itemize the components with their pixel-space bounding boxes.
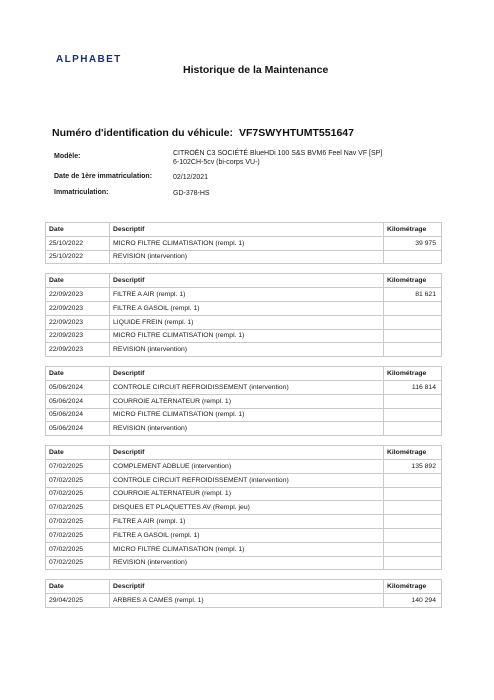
maintenance-table [45, 445, 442, 570]
maintenance-table [45, 579, 442, 608]
row-mileage [384, 515, 442, 529]
table-row [46, 288, 442, 302]
row-date: 22/09/2023 [46, 288, 110, 302]
row-mileage [384, 422, 442, 436]
row-description: MICRO FILTRE CLIMATISATION (rempl. 1) [110, 408, 384, 422]
first-registration-label: Date de 1ère immatriculation: [54, 173, 153, 180]
table-header-row [46, 367, 442, 381]
row-date: 25/10/2022 [46, 250, 110, 264]
row-mileage [384, 542, 442, 556]
row-description: LIQUIDE FREIN (rempl. 1) [110, 315, 384, 329]
row-mileage [384, 250, 442, 264]
table-row [46, 556, 442, 570]
row-date: 07/02/2025 [46, 556, 110, 570]
vehicle-info [54, 149, 403, 203]
column-header-description: Descriptif [110, 580, 384, 594]
column-header-mileage: Kilométrage [384, 367, 442, 381]
table-header-row [46, 580, 442, 594]
maintenance-table [45, 273, 442, 357]
table-row [46, 301, 442, 315]
row-mileage: 135 892 [384, 459, 442, 473]
row-date: 05/06/2024 [46, 408, 110, 422]
row-mileage [384, 556, 442, 570]
row-date: 07/02/2025 [46, 487, 110, 501]
row-description: DISQUES ET PLAQUETTES AV (Rempl. jeu) [110, 501, 384, 515]
row-description: COMPLEMENT ADBLUE (intervention) [110, 459, 384, 473]
registration-label: Immatriculation: [54, 189, 109, 196]
column-header-mileage: Kilométrage [384, 580, 442, 594]
row-date: 07/02/2025 [46, 501, 110, 515]
column-header-date: Date [46, 367, 110, 381]
table-row [46, 487, 442, 501]
registration-row [54, 189, 403, 203]
table-row [46, 250, 442, 264]
row-mileage [384, 301, 442, 315]
table-header-row [46, 446, 442, 460]
column-header-mileage: Kilométrage [384, 274, 442, 288]
row-mileage [384, 473, 442, 487]
row-mileage: 39 975 [384, 236, 442, 250]
column-header-mileage: Kilométrage [384, 223, 442, 237]
model-value [173, 149, 403, 173]
model-line-2: 6-102CH-5cv (bi-corps VU-) [173, 159, 260, 166]
row-description: FILTRE A AIR (rempl. 1) [110, 515, 384, 529]
row-description: MICRO FILTRE CLIMATISATION (rempl. 1) [110, 236, 384, 250]
row-description: REVISION (intervention) [110, 250, 384, 264]
row-description: REVISION (intervention) [110, 556, 384, 570]
column-header-date: Date [46, 223, 110, 237]
registration-value: GD-378-HS [173, 190, 210, 197]
row-description: MICRO FILTRE CLIMATISATION (rempl. 1) [110, 329, 384, 343]
row-mileage: 81 621 [384, 288, 442, 302]
first-registration-value: 02/12/2021 [173, 174, 209, 181]
column-header-date: Date [46, 446, 110, 460]
row-mileage [384, 343, 442, 357]
table-row [46, 528, 442, 542]
table-row [46, 594, 442, 608]
table-header-row [46, 274, 442, 288]
table-row [46, 542, 442, 556]
table-row [46, 408, 442, 422]
row-mileage [384, 394, 442, 408]
row-date: 05/06/2024 [46, 394, 110, 408]
row-date: 25/10/2022 [46, 236, 110, 250]
row-description: REVISION (intervention) [110, 343, 384, 357]
row-mileage [384, 501, 442, 515]
row-mileage [384, 487, 442, 501]
column-header-description: Descriptif [110, 274, 384, 288]
table-row [46, 343, 442, 357]
page-title: Historique de la Maintenance [183, 64, 329, 76]
column-header-description: Descriptif [110, 367, 384, 381]
table-row [46, 459, 442, 473]
table-row [46, 473, 442, 487]
row-description: MICRO FILTRE CLIMATISATION (rempl. 1) [110, 542, 384, 556]
row-date: 07/02/2025 [46, 542, 110, 556]
table-header-row [46, 223, 442, 237]
row-description: FILTRE A GASOIL (rempl. 1) [110, 301, 384, 315]
model-line-1: CITROËN C3 SOCIÉTÉ BlueHDi 100 S&S BVM6 Feel Nav VF [SP] [173, 150, 383, 157]
table-row [46, 422, 442, 436]
column-header-date: Date [46, 274, 110, 288]
table-row [46, 394, 442, 408]
maintenance-tables [45, 222, 441, 617]
row-date: 22/09/2023 [46, 343, 110, 357]
table-row [46, 380, 442, 394]
row-description: REVISION (intervention) [110, 422, 384, 436]
row-description: COURROIE ALTERNATEUR (rempl. 1) [110, 487, 384, 501]
row-date: 07/02/2025 [46, 515, 110, 529]
vin-heading [52, 127, 360, 139]
row-date: 05/06/2024 [46, 422, 110, 436]
maintenance-table [45, 366, 442, 436]
first-registration-row [54, 173, 403, 189]
vin-label: Numéro d'identification du véhicule: [52, 127, 234, 139]
company-logo: ALPHABET [56, 54, 122, 65]
row-mileage [384, 329, 442, 343]
table-row [46, 236, 442, 250]
row-date: 07/02/2025 [46, 528, 110, 542]
row-description: FILTRE A GASOIL (rempl. 1) [110, 528, 384, 542]
row-date: 07/02/2025 [46, 473, 110, 487]
table-row [46, 315, 442, 329]
row-mileage: 140 294 [384, 594, 442, 608]
row-description: ARBRES A CAMES (rempl. 1) [110, 594, 384, 608]
vin-value: VF7SWYHTUMT551647 [239, 127, 354, 139]
row-mileage [384, 408, 442, 422]
row-mileage [384, 315, 442, 329]
row-description: CONTROLE CIRCUIT REFROIDISSEMENT (intervention) [110, 473, 384, 487]
table-row [46, 329, 442, 343]
row-description: CONTROLE CIRCUIT REFROIDISSEMENT (intervention) [110, 380, 384, 394]
row-date: 07/02/2025 [46, 459, 110, 473]
row-date: 22/09/2023 [46, 301, 110, 315]
model-row [54, 149, 403, 173]
row-date: 05/06/2024 [46, 380, 110, 394]
column-header-description: Descriptif [110, 223, 384, 237]
row-date: 29/04/2025 [46, 594, 110, 608]
column-header-description: Descriptif [110, 446, 384, 460]
row-mileage: 116 814 [384, 380, 442, 394]
row-mileage [384, 528, 442, 542]
row-date: 22/09/2023 [46, 329, 110, 343]
row-description: COURROIE ALTERNATEUR (rempl. 1) [110, 394, 384, 408]
model-label: Modèle: [54, 153, 81, 160]
column-header-date: Date [46, 580, 110, 594]
table-row [46, 501, 442, 515]
row-date: 22/09/2023 [46, 315, 110, 329]
row-description: FILTRE A AIR (rempl. 1) [110, 288, 384, 302]
table-row [46, 515, 442, 529]
column-header-mileage: Kilométrage [384, 446, 442, 460]
maintenance-table [45, 222, 442, 264]
